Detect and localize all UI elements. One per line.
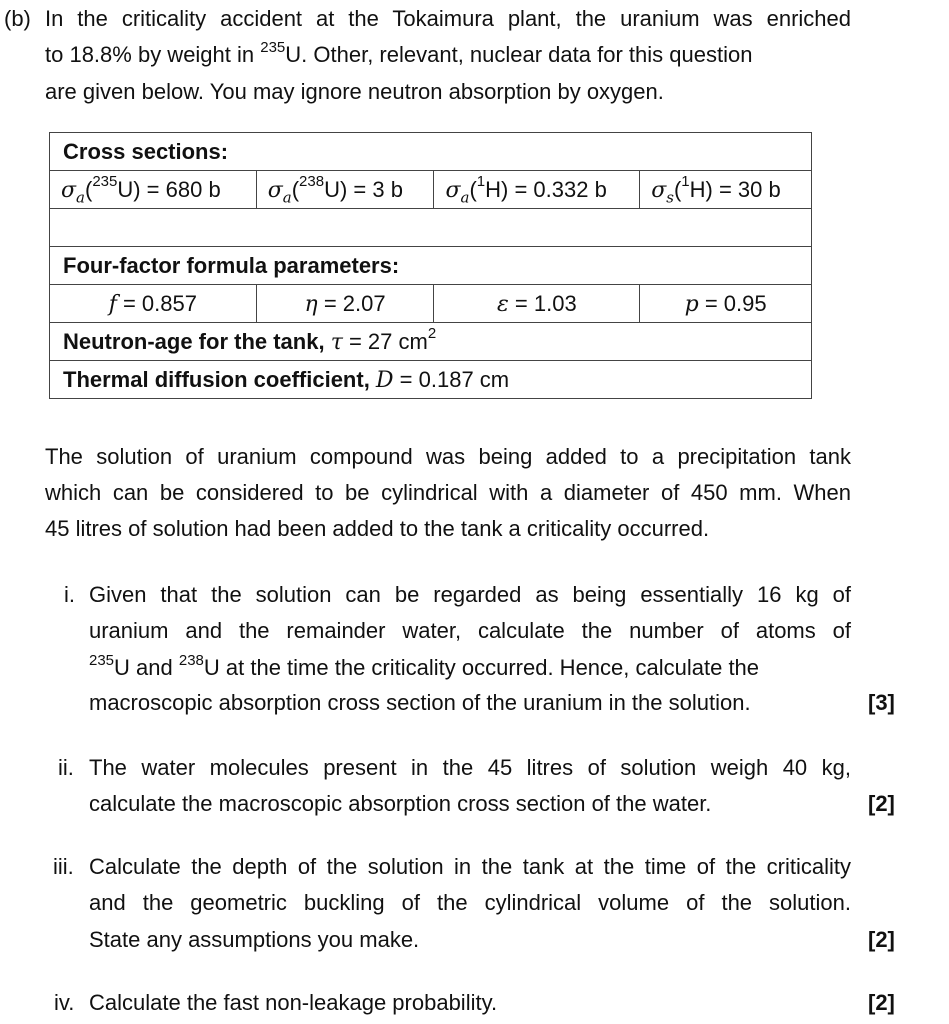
question-ii-marks: [2] — [868, 791, 895, 816]
nuclear-data-table — [49, 132, 812, 399]
question-iii-line-3: State any assumptions you make. — [89, 927, 420, 952]
question-ii-line-1: The water molecules present in the 45 litres of solution weigh 40 kg, — [89, 755, 851, 780]
neutron-age-row: Neutron-age for the tank, τ = 27 $cm^2$ — [50, 323, 812, 361]
param-f: f = 0.857 — [50, 285, 257, 323]
sigma-a-h1: $\sigma_a(^1H) = 0.332$ b — [434, 171, 640, 209]
part-label: (b) — [4, 6, 31, 31]
question-i-line-2: uranium and the remainder water, calculate the number of atoms of — [89, 618, 851, 643]
sigma-a-u238: $\sigma_a(^{238}U) = 3$ b — [256, 171, 434, 209]
four-factor-row — [50, 285, 812, 323]
question-i-line-1: Given that the solution can be regarded as being essentially 16 kg of — [89, 582, 851, 607]
paragraph-line-3: 45 litres of solution had been added to the tank a criticality occurred. — [45, 516, 710, 541]
empty-row — [50, 209, 812, 247]
param-p: p = 0.95 — [640, 285, 812, 323]
question-ii-label: ii. — [58, 755, 74, 780]
question-iii-label: iii. — [53, 854, 74, 879]
question-i-marks: [3] — [868, 690, 895, 715]
cross-sections-row — [50, 171, 812, 209]
question-i-line-4: macroscopic absorption cross section of the uranium in the solution. — [89, 690, 751, 715]
paragraph-line-1: The solution of uranium compound was being added to a precipitation tank — [45, 444, 851, 469]
question-iii-marks: [2] — [868, 927, 895, 952]
intro-line-3: are given below. You may ignore neutron absorption by oxygen. — [45, 79, 664, 104]
intro-line-2: to 18.8% by weight in $^{235}$U. Other, relevant, nuclear data for this question — [45, 38, 753, 67]
paragraph-line-2: which can be considered to be cylindrical with a diameter of 450 mm. When — [45, 480, 851, 505]
sigma-a-u235: $\sigma_a(^{235}U) = 680$ b — [50, 171, 257, 209]
question-iv-label: iv. — [54, 990, 75, 1015]
cross-sections-header: Cross sections: — [50, 133, 812, 171]
diffusion-row: Thermal diffusion coefficient, D = 0.187 cm — [50, 361, 812, 399]
four-factor-header: Four-factor formula parameters: — [50, 247, 812, 285]
param-epsilon: ε = 1.03 — [434, 285, 640, 323]
question-iv-line-1: Calculate the fast non-leakage probability. — [89, 990, 498, 1015]
question-iii-line-1: Calculate the depth of the solution in the tank at the time of the criticality — [89, 854, 851, 879]
question-i-label: i. — [64, 582, 75, 607]
intro-line-1: In the criticality accident at the Tokaimura plant, the uranium was enriched — [45, 6, 851, 31]
param-eta: η = 2.07 — [256, 285, 434, 323]
question-ii-line-2: calculate the macroscopic absorption cross section of the water. — [89, 791, 712, 816]
question-iv-marks: [2] — [868, 990, 895, 1015]
sigma-s-h1: $\sigma_s(^1H) = 30$ b — [640, 171, 812, 209]
question-i-line-3: $^{235}$U and $^{238}$U at the time the criticality occurred. Hence, calculate the — [89, 651, 760, 680]
question-iii-line-2: and the geometric buckling of the cylindrical volume of the solution. — [89, 890, 851, 915]
